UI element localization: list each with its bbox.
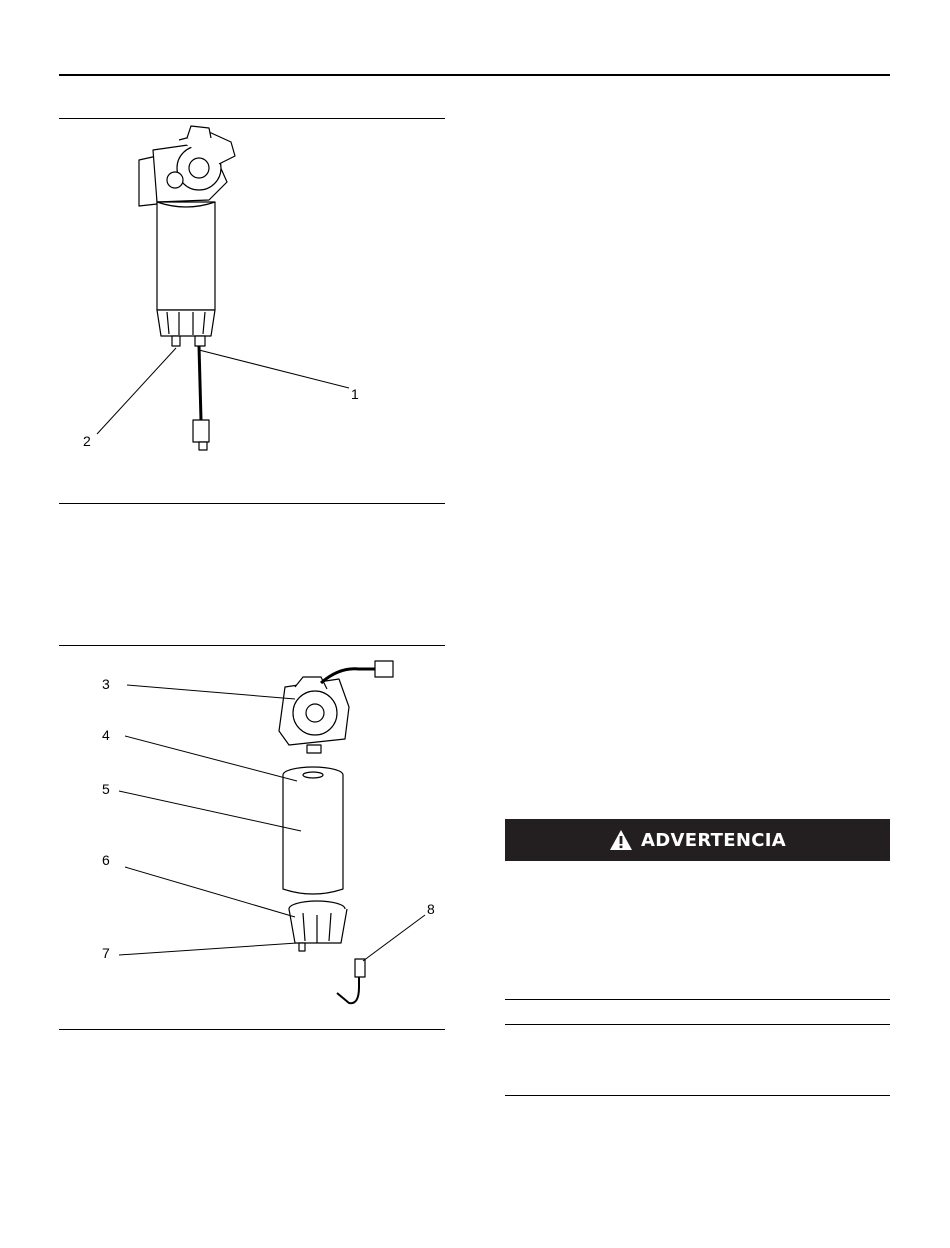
figure1-bottom-rule bbox=[59, 503, 445, 504]
header-rule bbox=[59, 74, 890, 76]
callout-5: 5 bbox=[102, 781, 110, 797]
figure1-fuel-filter-assembled bbox=[59, 120, 445, 500]
callout-8: 8 bbox=[427, 901, 435, 917]
right-rule-2 bbox=[505, 1024, 890, 1025]
callout-6: 6 bbox=[102, 852, 110, 868]
figure2-illustration bbox=[59, 647, 445, 1027]
callout-3: 3 bbox=[102, 676, 110, 692]
callout-4: 4 bbox=[102, 727, 110, 743]
figure1-illustration bbox=[59, 120, 445, 500]
callout-2: 2 bbox=[83, 433, 91, 449]
right-rule-3 bbox=[505, 1095, 890, 1096]
warning-banner bbox=[505, 819, 890, 861]
warning-label: ADVERTENCIA bbox=[641, 829, 786, 851]
figure2-bottom-rule bbox=[59, 1029, 445, 1030]
figure2-fuel-filter-exploded bbox=[59, 647, 445, 1027]
right-rule-1 bbox=[505, 999, 890, 1000]
figure1-top-rule bbox=[59, 118, 445, 119]
callout-1: 1 bbox=[351, 386, 359, 402]
warning-triangle-icon bbox=[609, 829, 633, 851]
callout-7: 7 bbox=[102, 945, 110, 961]
figure2-top-rule bbox=[59, 645, 445, 646]
